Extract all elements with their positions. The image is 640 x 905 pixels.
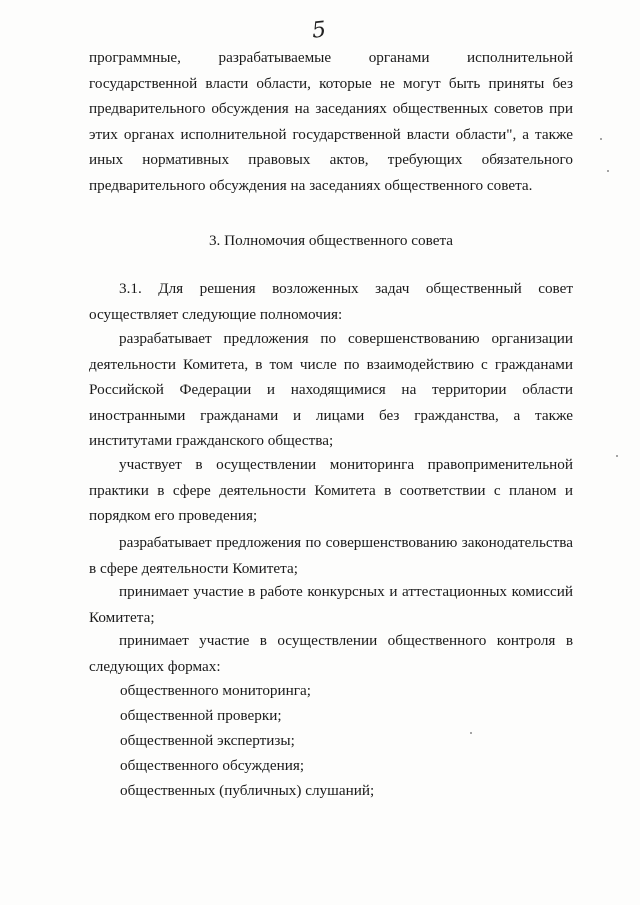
scan-speck [470, 732, 472, 734]
clause-3-1: 3.1. Для решения возложенных задач общественный совет осуществляет следующие полномочия: [89, 280, 573, 323]
power-item: участвует в осуществлении мониторинга правоприменительной практики в сфере деятельности Комитета в соответствии с планом и порядком его проведения; [89, 456, 573, 524]
control-form-item: общественного обсуждения; [120, 757, 305, 774]
control-form-item: общественного мониторинга; [120, 682, 311, 699]
power-item: принимает участие в осуществлении общественного контроля в следующих формах: [89, 632, 573, 675]
handwritten-page-number: 5 [310, 17, 328, 44]
control-form-item: общественной экспертизы; [120, 732, 295, 749]
scan-speck [607, 170, 609, 172]
section-heading: 3. Полномочия общественного совета [208, 232, 454, 249]
scan-speck [616, 455, 618, 457]
power-item: разрабатывает предложения по совершенствованию организации деятельности Комитета, в том числе по взаимодействию с гражданами Российской Федерации и находящимися на территории области иностранными гражданами и лицами без гражданства, а также институтами гражданского общества; [89, 330, 573, 449]
control-form-item: общественной проверки; [120, 707, 282, 724]
power-item: принимает участие в работе конкурсных и аттестационных комиссий Комитета; [89, 583, 573, 626]
control-form-item: общественных (публичных) слушаний; [120, 782, 375, 799]
intro-paragraph: программные, разрабатываемые органами исполнительной государственной власти области, которые не могут быть приняты без предварительного обсуждения на заседаниях общественных советов при этих органах исполнительной государственной власти области", а также иных нормативных правовых актов, требующих обязательного предварительного обсуждения на заседаниях общественного совета. [89, 49, 573, 194]
power-item: разрабатывает предложения по совершенствованию законодательства в сфере деятельности Комитета; [89, 534, 573, 577]
scan-speck [600, 138, 602, 140]
